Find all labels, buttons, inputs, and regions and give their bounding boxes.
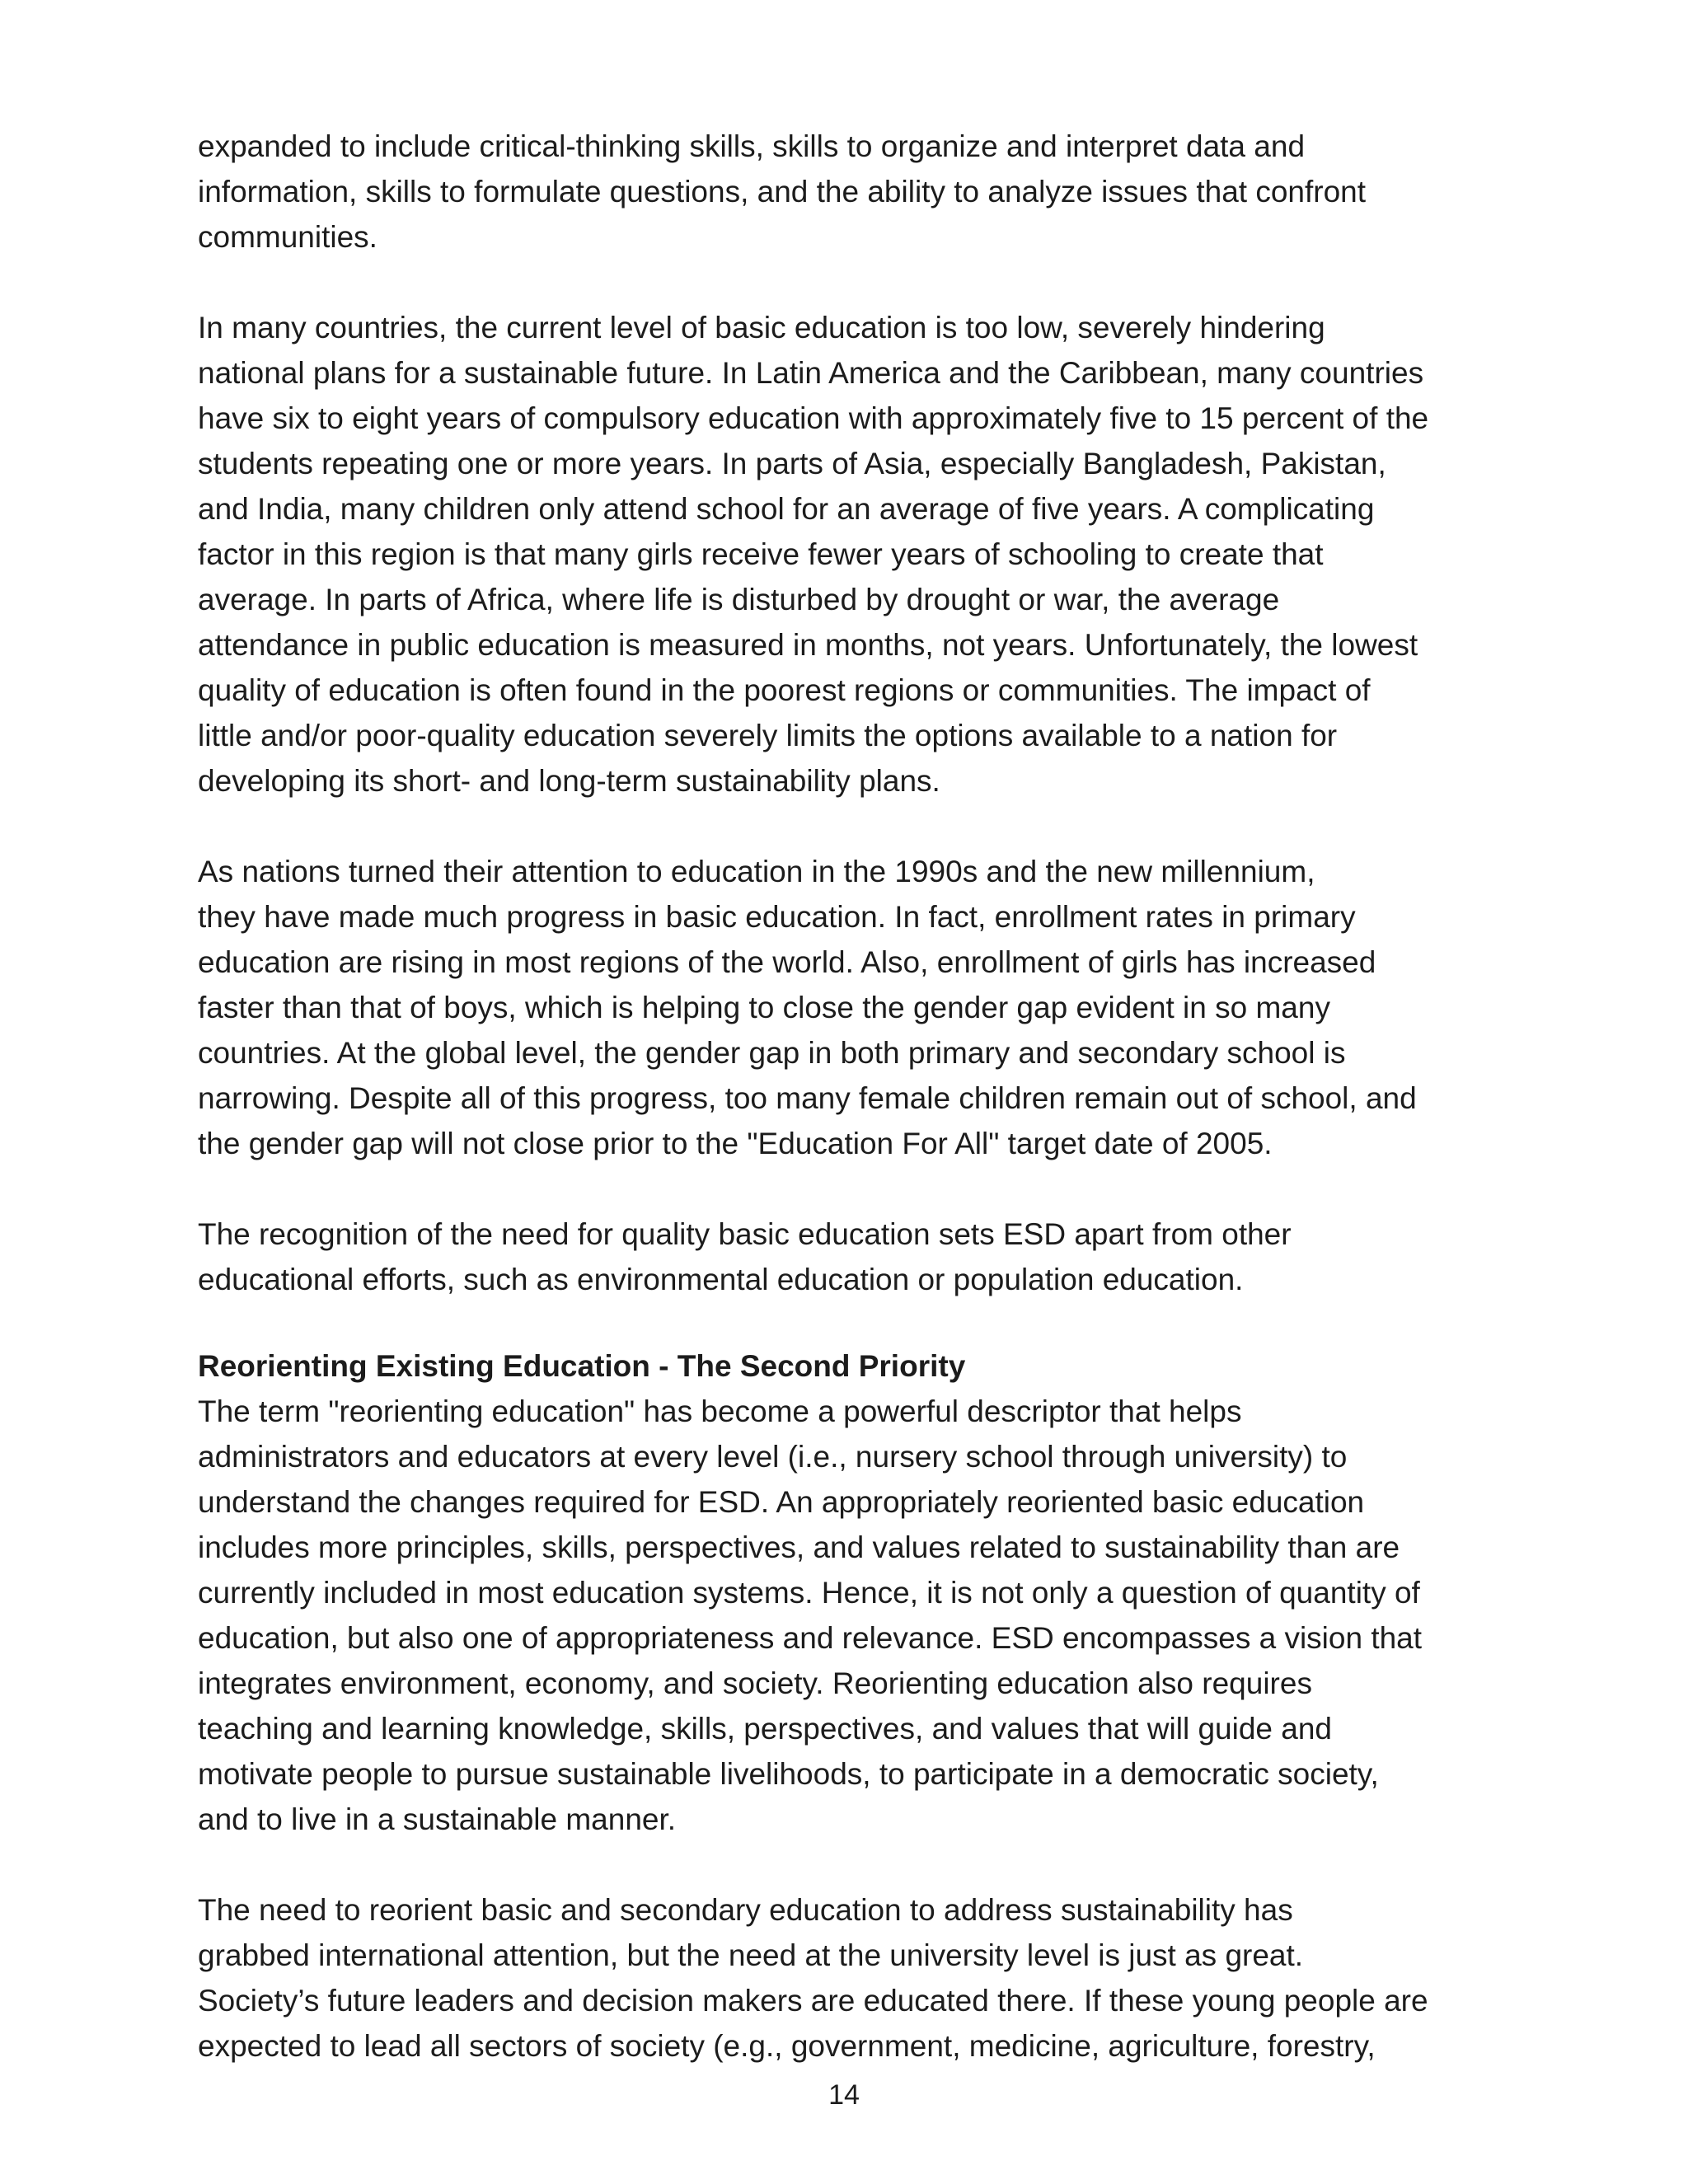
- document-page: [198, 124, 1517, 2069]
- paragraph-progress: As nations turned their attention to education in the 1990s and the new millennium, they have made much progress in basic education. In fact, enrollment rates in primary education are rising in most regions of the world. Also, enrollment of girls has increased faster than that of boys, which is helping to close the gender gap evident in so many countries. At the global level, the gender gap in both primary and secondary school is narrowing. Despite all of this progress, too many female children remain out of school, and the gender gap will not close prior to the "Education For All" target date of 2005.: [198, 855, 1417, 1160]
- paragraph-gap: [198, 1842, 1517, 1887]
- paragraph-university-level: The need to reorient basic and secondary education to address sustainability has grabbed international attention, but the need at the university level is just as great. Society’s future leaders and decision makers are educated there. If these young people are expected to lead all sectors of society (e.g., government, medicine, agriculture, forestry,: [198, 1893, 1428, 2063]
- paragraph-recognition: The recognition of the need for quality basic education sets ESD apart from other educational efforts, such as environmental education or population education.: [198, 1217, 1292, 1296]
- paragraph-gap: [198, 804, 1517, 849]
- paragraph-gap: [198, 260, 1517, 305]
- paragraph-gap: [198, 1166, 1517, 1212]
- section-heading: Reorienting Existing Education - The Second Priority: [198, 1349, 966, 1383]
- paragraph-reorienting-education: The term "reorienting education" has become a powerful descriptor that helps administrators and educators at every level (i.e., nursery school through university) to understand the changes required for ESD. An appropriately reoriented basic education includes more principles, skills, perspectives, and values related to sustainability than are currently included in most education systems. Hence, it is not only a question of quantity of education, but also one of appropriateness and relevance. ESD encompasses a vision that integrates environment, economy, and society. Reorienting education also requires teaching and learning knowledge, skills, perspectives, and values that will guide and motivate people to pursue sustainable livelihoods, to participate in a democratic society, and to live in a sustainable manner.: [198, 1394, 1423, 1836]
- paragraph-basic-education-levels: In many countries, the current level of basic education is too low, severely hindering national plans for a sustainable future. In Latin America and the Caribbean, many countries have six to eight years of compulsory education with approximately five to 15 percent of the students repeating one or more years. In parts of Asia, especially Bangladesh, Pakistan, and India, many children only attend school for an average of five years. A complicating factor in this region is that many girls receive fewer years of schooling to create that average. In parts of Africa, where life is disturbed by drought or war, the average attendance in public education is measured in months, not years. Unfortunately, the lowest quality of education is often found in the poorest regions or communities. The impact of little and/or poor-quality education severely limits the options available to a nation for developing its short- and long-term sustainability plans.: [198, 311, 1429, 798]
- paragraph-gap: [198, 1302, 1517, 1343]
- page-number: 14: [828, 2079, 860, 2111]
- paragraph-continuation: expanded to include critical-thinking skills, skills to organize and interpret data and information, skills to formulate questions, and the ability to analyze issues that confront communities.: [198, 129, 1367, 254]
